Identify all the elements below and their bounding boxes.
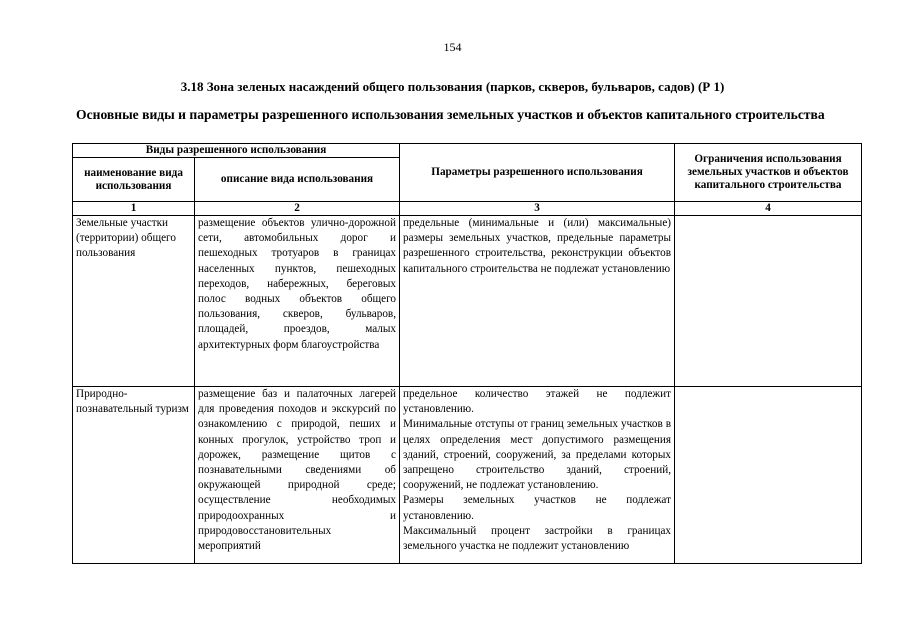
column-number-row xyxy=(73,202,862,216)
use-name-cell xyxy=(73,216,195,387)
document-heading: Основные виды и параметры разрешенного использования земельных участков и объектов капитального строительства xyxy=(76,107,825,122)
restrictions-cell xyxy=(675,216,862,387)
header-parameters: Параметры разрешенного использования xyxy=(400,144,675,202)
header-use-name: наименование вида использования xyxy=(73,158,195,202)
column-number: 4 xyxy=(675,202,862,216)
parameter-text: Максимальный процент застройки в границах земельного участка не подлежит установлению xyxy=(403,524,672,553)
permitted-use-table xyxy=(72,143,862,564)
table-row xyxy=(73,216,862,387)
parameters-cell xyxy=(400,216,675,387)
parameter-text: предельное количество этажей не подлежит установлению. xyxy=(403,388,672,416)
parameter-text: Размеры земельных участков не подлежат установлению. xyxy=(403,494,672,522)
header-use-types: Виды разрешенного использования xyxy=(73,144,400,158)
column-number: 1 xyxy=(73,202,195,216)
parameters-cell xyxy=(400,387,675,564)
use-description: размещение баз и палаточных лагерей для проведения походов и экскурсий по ознакомлению с природой, пеших и конных прогулок, устройство троп и дорожек, размещение щитов с познавательными сведениями об окружающей природной среде; осуществление необходимых природоохранных и природовосстановительных мероприятий xyxy=(198,388,397,553)
column-number: 3 xyxy=(400,202,675,216)
section-title: 3.18 Зона зеленых насаждений общего пользования (парков, скверов, бульваров, садов) (Р 1) xyxy=(180,79,725,94)
table-header-row xyxy=(73,144,862,158)
use-description-cell xyxy=(195,387,400,564)
use-description: размещение объектов улично-дорожной сети, автомобильных дорог и пешеходных тротуаров в границах населенных пунктов, пешеходных переходов, набережных, береговых полос водных объектов общего пользования, скверов, бульваров, площадей, проездов, малых архитектурных форм благоустройства xyxy=(198,217,397,351)
use-name-cell xyxy=(73,387,195,564)
parameter-text: Минимальные отступы от границ земельных участков в целях определения мест допустимого размещения зданий, строений, сооружений, за пределами которых запрещено строительство зданий, строений, сооружений, не подлежат установлению. xyxy=(403,418,672,492)
restrictions-cell xyxy=(675,387,862,564)
header-use-description: описание вида использования xyxy=(195,158,400,202)
column-number: 2 xyxy=(195,202,400,216)
header-restrictions: Ограничения использования земельных участков и объектов капитального строительства xyxy=(675,144,862,202)
table-row xyxy=(73,387,862,564)
use-name: Природно-познавательный туризм xyxy=(76,388,189,416)
use-name: Земельные участки (территории) общего пользования xyxy=(76,217,176,260)
parameter-text: предельные (минимальные и (или) максимальные) размеры земельных участков, предельные параметры разрешенного строительства, реконструкции объектов капитального строительства не подлежат установлению xyxy=(403,217,672,275)
page-number: 154 xyxy=(443,40,462,54)
use-description-cell xyxy=(195,216,400,387)
